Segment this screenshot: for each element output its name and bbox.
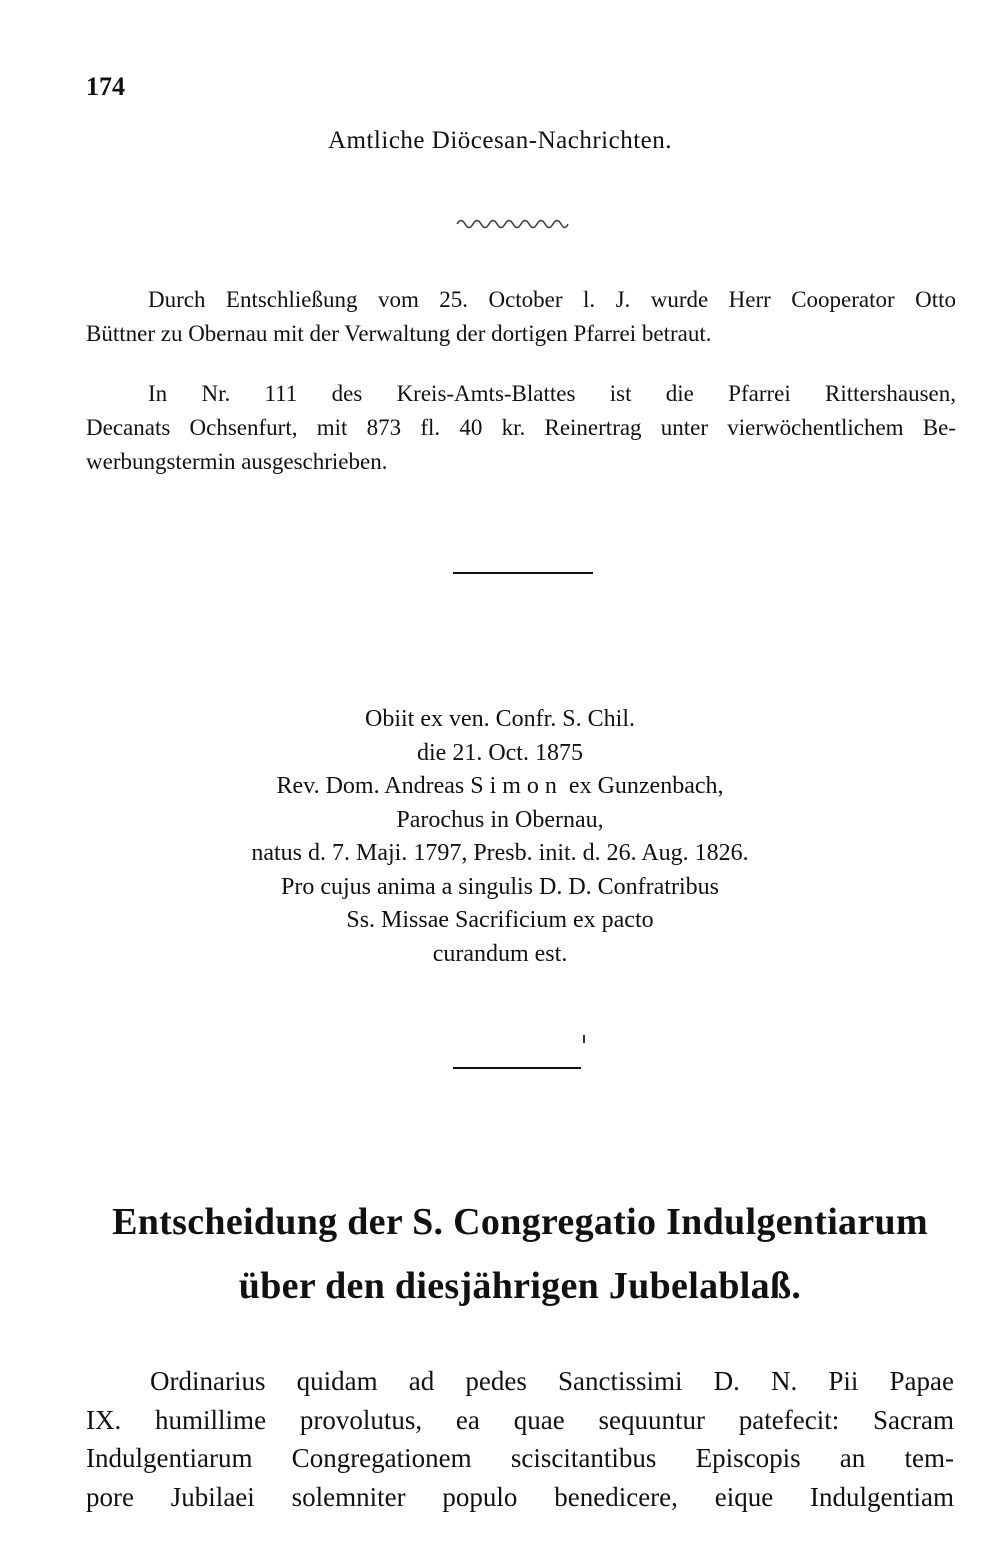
obituary-name: Simon [470, 773, 563, 799]
section-divider [453, 572, 593, 574]
notice-vacancy-line: Decanats Ochsenfurt, mit 873 fl. 40 kr. Reinertrag unter vierwöchentlichem Be- [86, 415, 956, 440]
section-divider [453, 1067, 581, 1069]
obituary-line: Pro cujus anima a singulis D. D. Confratribus [281, 873, 719, 900]
page-number: 174 [86, 72, 125, 101]
notice-vacancy-line: In Nr. 111 des Kreis-Amts-Blattes ist die Pfarrei Rittershausen, [148, 381, 956, 406]
section-body-line: Indulgentiarum Congregationem sciscitantibus Episcopis an tem- [86, 1443, 954, 1473]
notice-vacancy [86, 377, 956, 479]
section-body [86, 1362, 954, 1516]
obituary-text: ex Gunzenbach, [562, 773, 724, 799]
section-heading [80, 1190, 960, 1318]
section-heading-line: Entscheidung der S. Congregatio Indulgentiarum [112, 1201, 928, 1243]
obituary-text: Rev. Dom. Andreas [276, 773, 471, 799]
obituary-line: natus d. 7. Maji. 1797, Presb. init. d. 26. Aug. 1826. [251, 840, 749, 866]
section-heading-line: über den diesjährigen Jubelablaß. [238, 1265, 802, 1307]
obituary-line: Ss. Missae Sacrificium ex pacto [346, 907, 654, 933]
section-body-line: Ordinarius quidam ad pedes Sanctissimi D. N. Pii Papae [150, 1366, 954, 1396]
obituary-line: die 21. Oct. 1875 [417, 739, 583, 766]
obituary-line: curandum est. [432, 940, 568, 967]
section-body-line: pore Jubilaei solemniter populo benedicere, eique Indulgentiam [86, 1481, 954, 1512]
notice-vacancy-line: werbungstermin ausgeschrieben. [86, 449, 388, 474]
notice-appointment-line: Büttner zu Obernau mit der Verwaltung der dortigen Pfarrei betraut. [86, 321, 712, 346]
obituary-line: Parochus in Obernau, [396, 806, 604, 833]
obituary-line: Obiit ex ven. Confr. S. Chil. [365, 706, 635, 732]
wavy-ornament-icon [455, 215, 570, 229]
notice-appointment-line: Durch Entschließung vom 25. October l. J. wurde Herr Cooperator Otto [148, 287, 956, 312]
stray-print-mark [583, 1035, 585, 1043]
obituary-line [0, 770, 1000, 804]
obituary-notice [0, 703, 1000, 971]
section-body-line: IX. humillime provolutus, ea quae sequuntur patefecit: Sacram [86, 1404, 954, 1435]
running-head: Amtliche Diöcesan-Nachrichten. [327, 127, 673, 154]
notice-appointment [86, 283, 956, 351]
